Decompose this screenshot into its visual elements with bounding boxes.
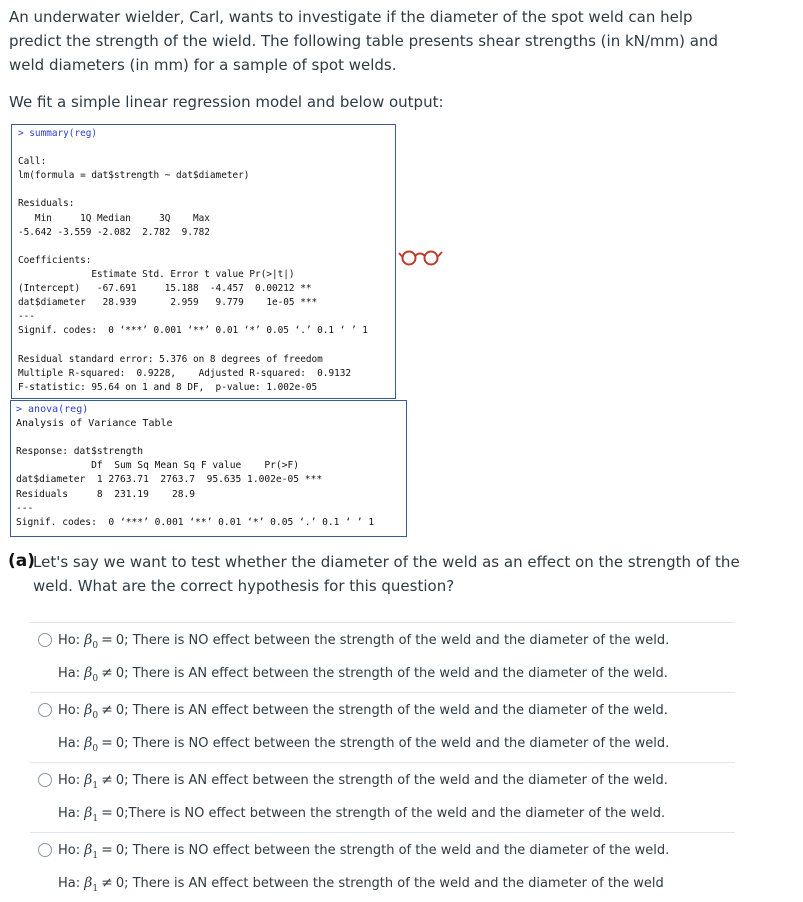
summary-output-box bbox=[11, 124, 396, 399]
summary-command: > summary(reg) bbox=[18, 128, 98, 139]
answer-option-4[interactable] bbox=[30, 832, 735, 902]
radio-button[interactable] bbox=[38, 633, 52, 647]
anova-output-text: Response: dat$strength Df Sum Sq Mean Sq F value Pr(>F) dat$diameter 1 2763.71 2763.7 95.635 1.002e-05 *** Residuals 8 231.19 28.9 --- Signif. codes: 0 ‘***’ 0.001 ‘**’ 0.01 ‘*’ 0.05 ‘.’ 0.1 ‘ ’ 1 bbox=[16, 446, 375, 528]
answer-option-2[interactable] bbox=[30, 692, 735, 762]
alternative-hypothesis: Ha: $\beta_1 \ne 0$; There is AN effect between the strength of the weld and the diameter of the weld bbox=[58, 875, 664, 894]
null-hypothesis: Ho: $\beta_1 \ne 0$; There is AN effect between the strength of the weld and the diameter of the weld. bbox=[58, 772, 668, 791]
answer-option-3[interactable] bbox=[30, 762, 735, 832]
radio-button[interactable] bbox=[38, 843, 52, 857]
radio-button[interactable] bbox=[38, 703, 52, 717]
alternative-hypothesis: Ha: $\beta_0 = 0$; There is NO effect between the strength of the weld and the diameter of the weld. bbox=[58, 735, 670, 754]
anova-command: > anova(reg) bbox=[16, 404, 89, 415]
null-hypothesis: Ho: $\beta_1 = 0$; There is NO effect between the strength of the weld and the diameter of the weld. bbox=[58, 842, 670, 861]
answer-options bbox=[30, 622, 735, 902]
question-letter: (a) bbox=[8, 551, 36, 571]
model-fit-statement: We fit a simple linear regression model and below output: bbox=[9, 93, 444, 111]
null-hypothesis: Ho: $\beta_0 = 0$; There is NO effect between the strength of the weld and the diameter of the weld. bbox=[58, 632, 670, 651]
answer-option-1[interactable] bbox=[30, 622, 735, 692]
anova-title: Analysis of Variance Table bbox=[16, 418, 173, 430]
reading-glasses-icon bbox=[398, 248, 444, 270]
radio-button[interactable] bbox=[38, 773, 52, 787]
alternative-hypothesis: Ha: $\beta_0 \ne 0$; There is AN effect between the strength of the weld and the diameter of the weld. bbox=[58, 665, 668, 684]
question-text: Let's say we want to test whether the diameter of the weld as an effect on the strength of the weld. What are the correct hypothesis for this question? bbox=[33, 553, 740, 595]
problem-intro: An underwater wielder, Carl, wants to investigate if the diameter of the spot weld can help predict the strength of the wield. The following table presents shear strengths (in kN/mm) and weld diameters (in mm) for a sample of spot welds. bbox=[9, 8, 718, 74]
summary-output-text: Call: lm(formula = dat$strength ~ dat$diameter) Residuals: Min 1Q Median 3Q Max -5.642 -3.559 -2.082 2.782 9.782 Coefficients: Estimate Std. Error t value Pr(>|t|) (Intercept) -67.691 15.188 -4.457 0.00212 ** dat$diameter 28.939 2.959 9.779 1e-05 *** --- Signif. codes: 0 ‘***’ 0.001 ‘**’ 0.01 ‘*’ 0.05 ‘.’ 0.1 ‘ ’ 1 Residual standard error: 5.376 on 8 degrees of freedom Multiple R-squared: 0.9228, Adjusted R-squared: 0.9132 F-statistic: 95.64 on 1 and 8 DF, p-value: 1.002e-05 bbox=[18, 156, 368, 393]
anova-output-box bbox=[10, 400, 407, 537]
null-hypothesis: Ho: $\beta_0 \ne 0$; There is AN effect between the strength of the weld and the diameter of the weld. bbox=[58, 702, 668, 721]
alternative-hypothesis: Ha: $\beta_1$ = 0;There is NO effect between the strength of the weld and the diameter of the weld. bbox=[58, 805, 666, 824]
